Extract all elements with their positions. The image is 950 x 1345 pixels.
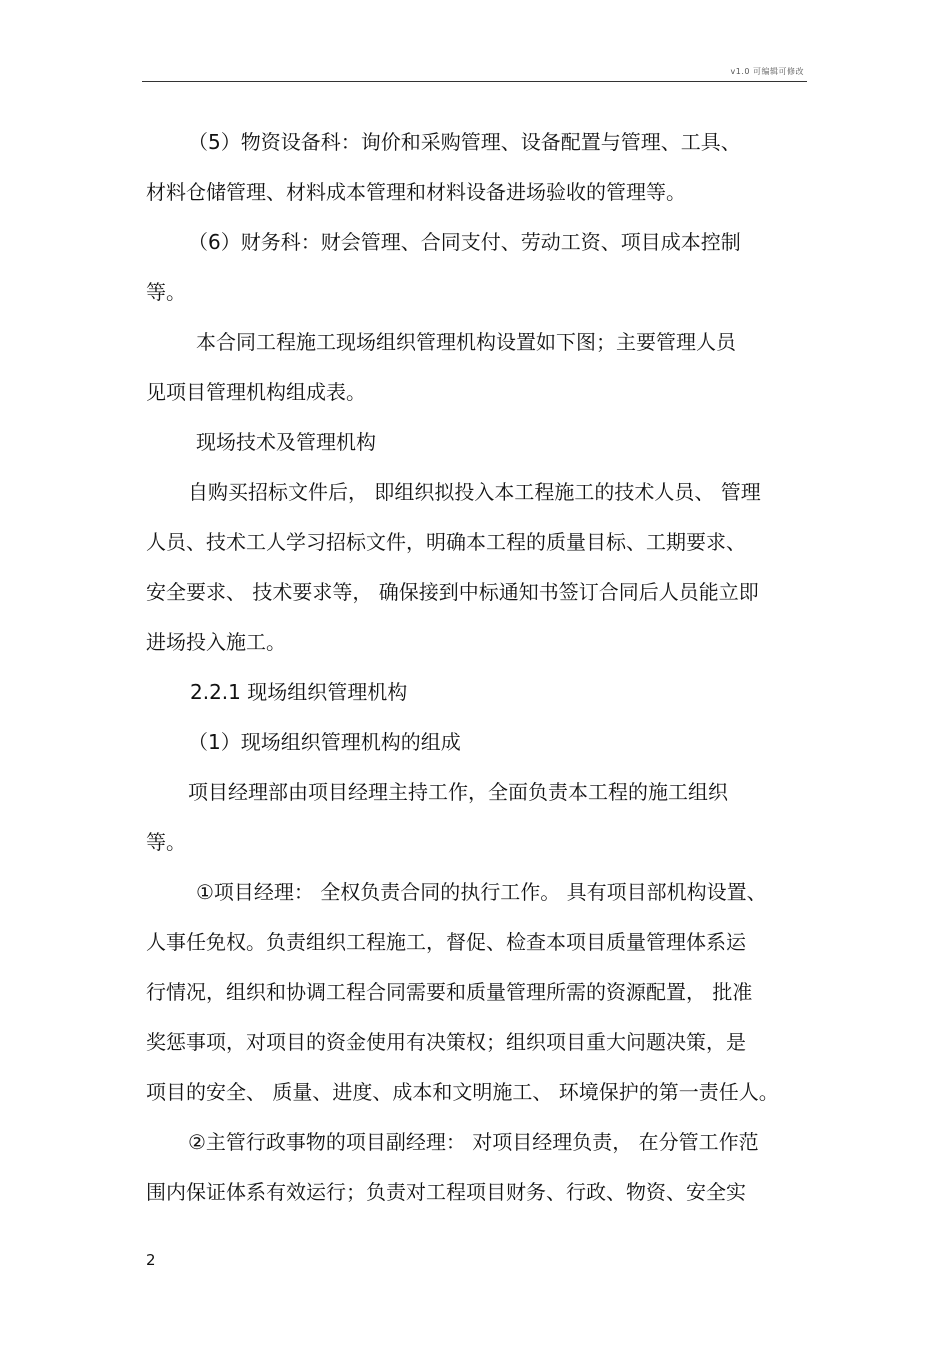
- text-line: 行情况，组织和协调工程合同需要和质量管理所需的资源配置， 批准: [146, 980, 753, 1004]
- text-line: 材料仓储管理、材料成本管理和材料设备进场验收的管理等。: [146, 180, 686, 204]
- text-line: 人事任免权。负责组织工程施工，督促、检查本项目质量管理体系运: [146, 930, 746, 954]
- text-line: 等。: [146, 830, 186, 854]
- subsection-heading: （1）现场组织管理机构的组成: [188, 730, 461, 754]
- section-heading: 现场技术及管理机构: [196, 430, 376, 454]
- text-line: （5）物资设备科：询价和采购管理、设备配置与管理、工具、: [188, 130, 741, 154]
- text-line: 人员、技术工人学习招标文件，明确本工程的质量目标、工期要求、: [146, 530, 746, 554]
- text-line: 进场投入施工。: [146, 630, 286, 654]
- header-divider: [142, 81, 807, 82]
- text-line: 自购买招标文件后， 即组织拟投入本工程施工的技术人员、 管理: [188, 480, 761, 504]
- text-line: 项目经理部由项目经理主持工作，全面负责本工程的施工组织: [188, 780, 728, 804]
- text-line: 安全要求、 技术要求等， 确保接到中标通知书签订合同后人员能立即: [146, 580, 759, 604]
- text-line: （6）财务科：财会管理、合同支付、劳动工资、项目成本控制: [188, 230, 741, 254]
- text-line: 奖惩事项，对项目的资金使用有决策权；组织项目重大问题决策，是: [146, 1030, 746, 1054]
- text-line: ①项目经理： 全权负责合同的执行工作。 具有项目部机构设置、: [196, 880, 767, 904]
- text-line: 等。: [146, 280, 186, 304]
- text-line: ②主管行政事物的项目副经理： 对项目经理负责， 在分管工作范: [188, 1130, 759, 1154]
- header-version-text: v1.0 可编辑可修改: [730, 67, 804, 76]
- section-heading: 2.2.1 现场组织管理机构: [190, 680, 408, 704]
- text-line: 项目的安全、 质量、进度、成本和文明施工、 环境保护的第一责任人。: [146, 1080, 779, 1104]
- page-number: 2: [146, 1251, 156, 1269]
- text-line: 本合同工程施工现场组织管理机构设置如下图；主要管理人员: [196, 330, 736, 354]
- text-line: 围内保证体系有效运行；负责对工程项目财务、行政、物资、安全实: [146, 1180, 746, 1204]
- text-line: 见项目管理机构组成表。: [146, 380, 366, 404]
